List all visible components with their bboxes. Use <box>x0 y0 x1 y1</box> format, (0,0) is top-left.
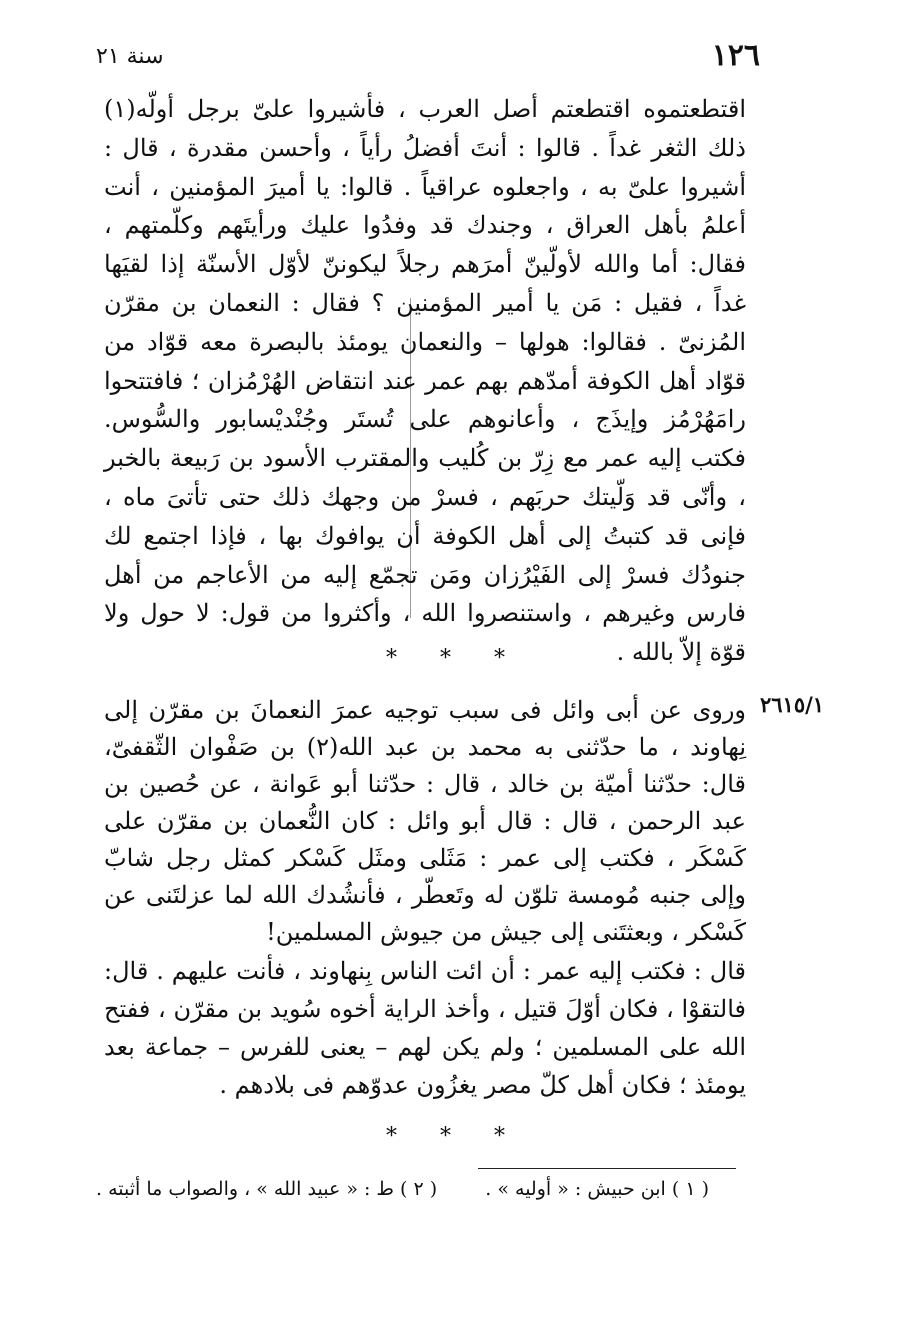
footnote-2: ( ٢ ) ط : « عبيد الله » ، والصواب ما أثبته . <box>96 1178 438 1200</box>
footnote-1: ( ١ ) ابن حبيش : « أوليه » . <box>485 1178 709 1200</box>
page-header <box>96 38 760 78</box>
body-paragraph-1: اقتطعتموه اقتطعتم أصل العرب ، فأشيروا علىّ برجل أولّه(١) ذلك الثغر غداً . قالوا : أنتَ أفضلُ رأياً ، وأحسن مقدرة ، قال : أشيروا علىّ به ، واجعلوه عراقياً . قالوا: يا أميرَ المؤمنين ، أنت أعلمُ بأهل العراق ، وجندك قد وفدُوا عليك ورأيتَهم وكلّمتهم ، فقال: أما والله لأولّينّ أمرَهم رجلاً ليكوننّ لأوّل الأسنّة إذا لقيَها غداً ، فقيل : مَن يا أمير المؤمنين ؟ فقال : النعمان بن مقرّن المُزنىّ . فقالوا: هولها – والنعمان يومئذ بالبصرة معه قوّاد من قوّاد أهل الكوفة أمدّهم بهم عمر عند انتقاض الهُرْمُزان ؛ فافتتحوا رامَهُرْمُز وإيذَج ، وأعانوهم على تُستَر وجُنْديْسابور والسُّوس. فكتب إليه عمر مع زِرّ بن كُليب والمقترب الأسود بن رَبيعة بالخبر ، وأنّى قد وَلّيتك حربَهم ، فسرْ من وجهك ذلك حتى تأتىَ ماه ، فإنى قد كتبتُ إلى أهل الكوفة أن يوافوك بها ، فإذا اجتمع لك جنودُك فسرْ إلى الفَيْرُزان ومَن تجمّع إليه من الأعاجم من أهل فارس وغيرهم ، واستنصروا الله ، وأكثروا من قول: لا حول ولا قوّة إلاّ بالله . <box>104 95 746 667</box>
section-separator-end: * * * <box>386 1124 523 1149</box>
running-head-year: سنة ٢١ <box>96 44 164 69</box>
footnote-divider <box>478 1168 736 1169</box>
page-number: ١٢٦ <box>711 38 760 73</box>
body-paragraph-2: وروى عن أبى وائل فى سبب توجيه عمرَ النعمانَ بن مقرّن إلى نِهاوند ، ما حدّثنى به محمد بن عبد الله(٢) بن صَفْوان الثّقفىّ، قال: حدّثنا أميّة بن خالد ، قال : حدّثنا أبو عَوانة ، عن حُصين بن عبد الرحمن ، قال : قال أبو وائل : كان النُّعمان بن مقرّن على كَسْكَر ، فكتب إلى عمر : مَثَلى ومثَل كَسْكر كمثل رجل شابّ وإلى جنبه مُومسة تلوّن له وتَعطّر ، فأنشُدك الله لما عزلتَنى عن كَسْكر ، وبعثتَنى إلى جيش من جيوش المسلمين! <box>104 696 747 946</box>
reference-number: ٢٦١٥/١ <box>760 692 825 717</box>
section-separator: * * * <box>386 646 523 671</box>
body-paragraph-3: قال : فكتب إليه عمر : أن ائت الناس بِنهاوند ، فأنت عليهم . قال: فالتقوْا ، فكان أوّلَ قتيل ، وأخذ الراية أخوه سُويد بن مقرّن ، ففتح الله على المسلمين ؛ ولم يكن لهم – يعنى للفرس – جماعة بعد يومئذ ؛ فكان أهل كلّ مصر يغزُون عدوّهم فى بلادهم . <box>104 957 746 1099</box>
